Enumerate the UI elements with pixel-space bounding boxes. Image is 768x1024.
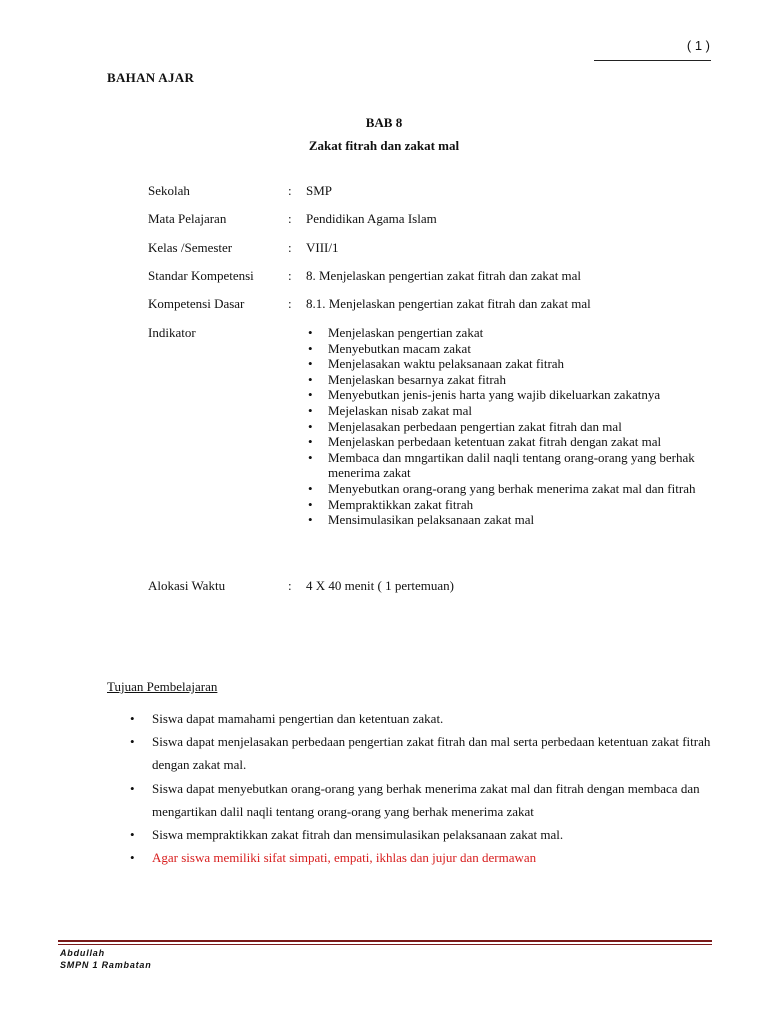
chapter-number: BAB 8	[365, 115, 403, 130]
info-value: Pendidikan Agama Islam	[306, 211, 437, 226]
info-row-school	[148, 183, 726, 199]
list-item: • Menjelaskan besarnya zakat fitrah	[306, 372, 706, 388]
list-item: • Siswa dapat menyebutkan orang-orang yang berhak menerima zakat mal dan fitrah dengan membaca dan mengartikan dalil naqli tentang orang-orang yang berhak menerima zakat	[130, 777, 715, 823]
info-colon: :	[288, 211, 292, 226]
list-item: • Menyebutkan macam zakat	[306, 341, 706, 357]
document-heading: BAHAN AJAR	[107, 70, 195, 85]
info-colon: :	[288, 183, 292, 198]
info-row-indicator	[148, 325, 288, 341]
list-item: • Siswa mempraktikkan zakat fitrah dan mensimulasikan pelaksanaan zakat mal.	[130, 823, 715, 846]
list-item: • Mensimulasikan pelaksanaan zakat mal	[306, 512, 706, 528]
page-number: ( 1 )	[686, 38, 710, 53]
list-item: • Menjelasakan perbedaan pengertian zakat fitrah dan mal	[306, 419, 706, 435]
list-item: • Siswa dapat mamahami pengertian dan ketentuan zakat.	[130, 707, 715, 730]
chapter-title: Zakat fitrah dan zakat mal	[308, 138, 460, 153]
list-item-highlight: • Agar siswa memiliki sifat simpati, empati, ikhlas dan jujur dan dermawan	[130, 846, 715, 869]
list-item: • Menjelaskan pengertian zakat	[306, 325, 706, 341]
info-row-competency-standard	[148, 268, 726, 284]
list-item: • Menjelasakan waktu pelaksanaan zakat fitrah	[306, 356, 706, 372]
info-row-time	[148, 578, 726, 594]
info-value: VIII/1	[306, 240, 339, 255]
footer-author: Abdullah	[60, 948, 105, 958]
list-item: • Menyebutkan jenis-jenis harta yang wajib dikeluarkan zakatnya	[306, 387, 706, 403]
goals-list	[130, 707, 715, 869]
info-value: 8. Menjelaskan pengertian zakat fitrah dan zakat mal	[306, 268, 582, 283]
info-colon: :	[288, 268, 292, 283]
info-colon: :	[288, 296, 292, 311]
info-row-basic-competency	[148, 296, 726, 312]
info-value: 8.1. Menjelaskan pengertian zakat fitrah dan zakat mal	[306, 296, 591, 311]
info-colon: :	[288, 578, 292, 593]
info-row-class	[148, 240, 726, 256]
info-label: Kompetensi Dasar	[148, 296, 245, 311]
page-number-rule	[594, 60, 711, 61]
info-label: Kelas /Semester	[148, 240, 233, 255]
indicator-list	[306, 325, 706, 528]
list-item: • Menyebutkan orang-orang yang berhak menerima zakat mal dan fitrah	[306, 481, 706, 497]
section-title: Tujuan Pembelajaran	[107, 679, 218, 694]
list-item: • Mempraktikkan zakat fitrah	[306, 497, 706, 513]
info-colon: :	[288, 240, 292, 255]
info-value: 4 X 40 menit ( 1 pertemuan)	[306, 578, 455, 593]
info-label: Sekolah	[148, 183, 190, 198]
footer-rule	[58, 940, 712, 942]
list-item: • Menjelaskan perbedaan ketentuan zakat fitrah dengan zakat mal	[306, 434, 706, 450]
info-label: Mata Pelajaran	[148, 211, 227, 226]
list-item: • Mejelaskan nisab zakat mal	[306, 403, 706, 419]
list-item: • Siswa dapat menjelasakan perbedaan pengertian zakat fitrah dan mal serta perbedaan ketentuan zakat fitrah dengan zakat mal.	[130, 730, 715, 776]
footer-rule	[58, 944, 712, 945]
info-value: SMP	[306, 183, 333, 198]
info-row-subject	[148, 211, 726, 227]
footer-school: SMPN 1 Rambatan	[60, 960, 152, 970]
list-item: • Membaca dan mngartikan dalil naqli tentang orang-orang yang berhak menerima zakat	[306, 450, 706, 481]
info-label: Standar Kompetensi	[148, 268, 254, 283]
info-label: Indikator	[148, 325, 196, 340]
info-label: Alokasi Waktu	[148, 578, 226, 593]
